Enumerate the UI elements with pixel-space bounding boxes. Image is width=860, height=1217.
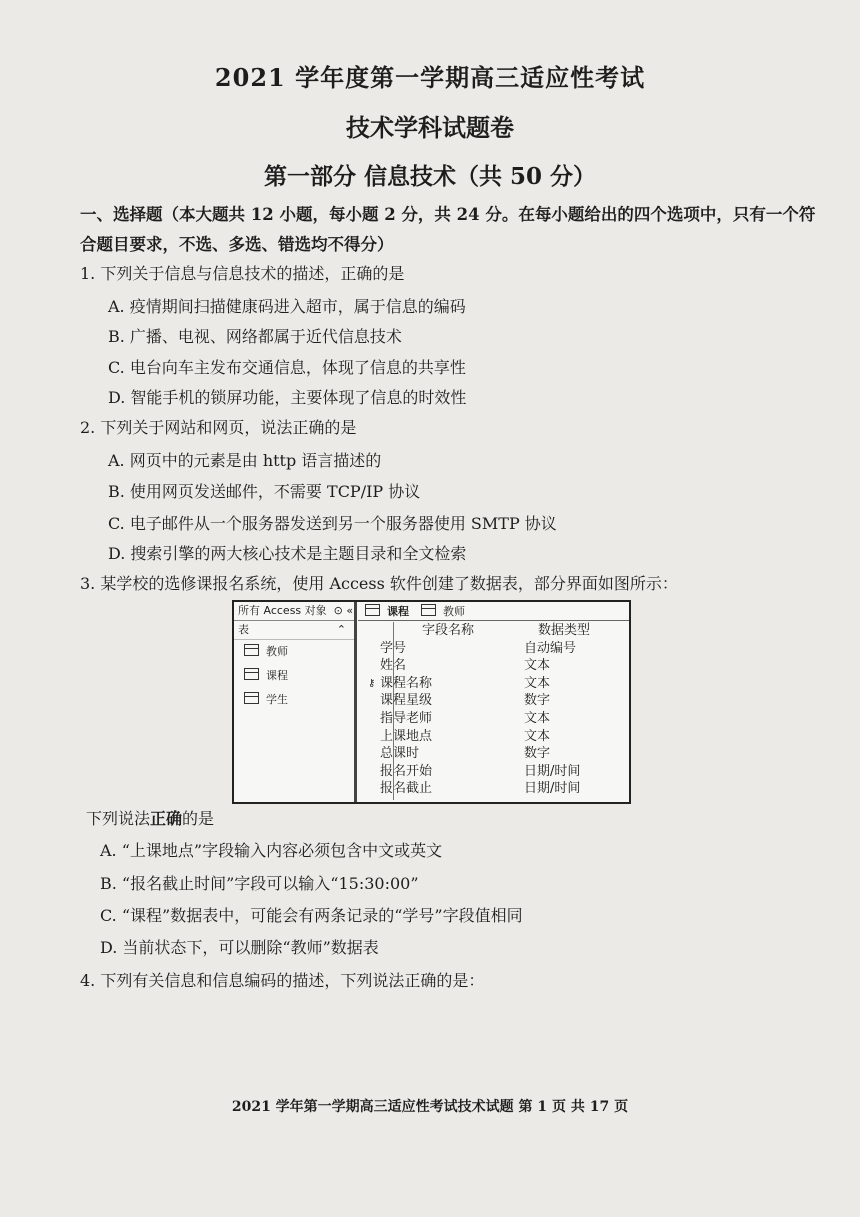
question-1-option-d: D. 智能手机的锁屏功能，主要体现了信息的时效性 xyxy=(108,388,467,407)
field-row[interactable] xyxy=(358,640,629,658)
design-view-grid xyxy=(358,622,629,798)
exam-title: 2021 学年度第一学期高三适应性考试 xyxy=(214,63,646,92)
page-footer: 2021 学年第一学期高三适应性考试技术试题 第 1 页 共 17 页 xyxy=(231,1099,629,1115)
field-name: 总课时 xyxy=(380,746,420,762)
section-instructions-line2: 合题目要求，不选、多选、错选均不得分） xyxy=(80,235,394,254)
primary-key-icon: ⚷ xyxy=(368,677,376,689)
question-2-option-a: A. 网页中的元素是由 http 语言描述的 xyxy=(108,451,382,470)
tab-label: 教师 xyxy=(443,605,465,618)
field-row[interactable] xyxy=(358,745,629,763)
nav-item-label: 课程 xyxy=(266,669,288,682)
question-2-option-d: D. 搜索引擎的两大核心技术是主题目录和全文检索 xyxy=(108,544,467,563)
field-type: 文本 xyxy=(524,675,551,691)
question-3-option-c: C. “课程”数据表中，可能会有两条记录的“学号”字段值相同 xyxy=(100,906,523,925)
field-row[interactable] xyxy=(358,780,629,798)
nav-pane-title: 所有 Access 对象 xyxy=(238,604,327,617)
field-row[interactable] xyxy=(358,675,629,693)
nav-group-label: 表 xyxy=(238,623,249,636)
field-name: 课程星级 xyxy=(380,693,433,709)
question-2-option-c: C. 电子邮件从一个服务器发送到另一个服务器使用 SMTP 协议 xyxy=(108,514,557,533)
field-name: 课程名称 xyxy=(380,675,433,691)
navigation-pane xyxy=(234,602,357,802)
question-3-option-a: A. “上课地点”字段输入内容必须包含中文或英文 xyxy=(100,841,443,860)
field-row[interactable] xyxy=(358,710,629,728)
table-icon xyxy=(244,668,259,680)
field-type: 文本 xyxy=(524,710,551,726)
table-icon xyxy=(365,604,380,616)
question-4-stem: 4. 下列有关信息和信息编码的描述，下列说法正确的是： xyxy=(80,971,485,990)
tab-teacher[interactable] xyxy=(418,604,465,619)
field-type: 日期/时间 xyxy=(524,781,581,797)
exam-subtitle: 技术学科试题卷 xyxy=(346,113,514,142)
grid-header-row xyxy=(358,622,629,640)
part-heading: 第一部分 信息技术（共 50 分） xyxy=(263,163,597,190)
question-1-option-a: A. 疫情期间扫描健康码进入超市，属于信息的编码 xyxy=(108,297,466,316)
nav-item-table-course[interactable] xyxy=(234,664,354,688)
nav-group-tables[interactable] xyxy=(234,621,354,640)
field-name: 指导老师 xyxy=(380,710,433,726)
table-icon xyxy=(421,604,436,616)
question-2-stem: 2. 下列关于网站和网页，说法正确的是 xyxy=(80,418,357,437)
field-type: 自动编号 xyxy=(524,640,577,656)
field-type: 日期/时间 xyxy=(524,763,581,779)
dropdown-icon[interactable]: ⊙ « xyxy=(330,604,354,617)
column-header-data-type: 数据类型 xyxy=(538,623,591,638)
chevron-up-icon[interactable]: ⌃ xyxy=(336,623,346,636)
field-name: 姓名 xyxy=(380,658,407,674)
field-type: 数字 xyxy=(524,746,551,762)
nav-pane-header[interactable] xyxy=(234,602,354,621)
field-rows xyxy=(358,640,629,798)
field-row[interactable] xyxy=(358,692,629,710)
column-header-field-name: 字段名称 xyxy=(422,623,475,638)
question-3-prompt: 下列说法正确的是 xyxy=(86,809,215,828)
question-1-option-b: B. 广播、电视、网络都属于近代信息技术 xyxy=(108,327,402,346)
tab-label: 课程 xyxy=(387,605,409,618)
field-row[interactable] xyxy=(358,657,629,675)
field-type: 数字 xyxy=(524,693,551,709)
nav-item-label: 学生 xyxy=(266,693,288,706)
field-name: 报名截止 xyxy=(380,781,433,797)
field-name: 报名开始 xyxy=(380,763,433,779)
nav-item-label: 教师 xyxy=(266,645,288,658)
question-1-stem: 1. 下列关于信息与信息技术的描述，正确的是 xyxy=(80,264,405,283)
field-name: 上课地点 xyxy=(380,728,433,744)
field-name: 学号 xyxy=(380,640,407,656)
nav-item-table-student[interactable] xyxy=(234,688,354,712)
field-row[interactable] xyxy=(358,728,629,746)
table-icon xyxy=(244,644,259,656)
field-row[interactable] xyxy=(358,763,629,781)
document-tabs xyxy=(358,602,629,621)
question-3-stem: 3. 某学校的选修课报名系统，使用 Access 软件创建了数据表，部分界面如图所示： xyxy=(80,574,678,593)
question-2-option-b: B. 使用网页发送邮件，不需要 TCP/IP 协议 xyxy=(108,482,421,501)
question-1-option-c: C. 电台向车主发布交通信息，体现了信息的共享性 xyxy=(108,358,466,377)
question-3-option-b: B. “报名截止时间”字段可以输入“15:30:00” xyxy=(100,874,419,893)
table-icon xyxy=(244,692,259,704)
section-instructions-line1: 一、选择题（本大题共 12 小题，每小题 2 分，共 24 分。在每小题给出的四个选项中，只有一个符 xyxy=(80,205,816,224)
question-3-option-d: D. 当前状态下，可以删除“教师”数据表 xyxy=(100,938,379,957)
field-type: 文本 xyxy=(524,728,551,744)
access-screenshot xyxy=(232,600,631,804)
tab-course[interactable] xyxy=(362,604,409,619)
nav-item-table-teacher[interactable] xyxy=(234,640,354,664)
field-type: 文本 xyxy=(524,658,551,674)
